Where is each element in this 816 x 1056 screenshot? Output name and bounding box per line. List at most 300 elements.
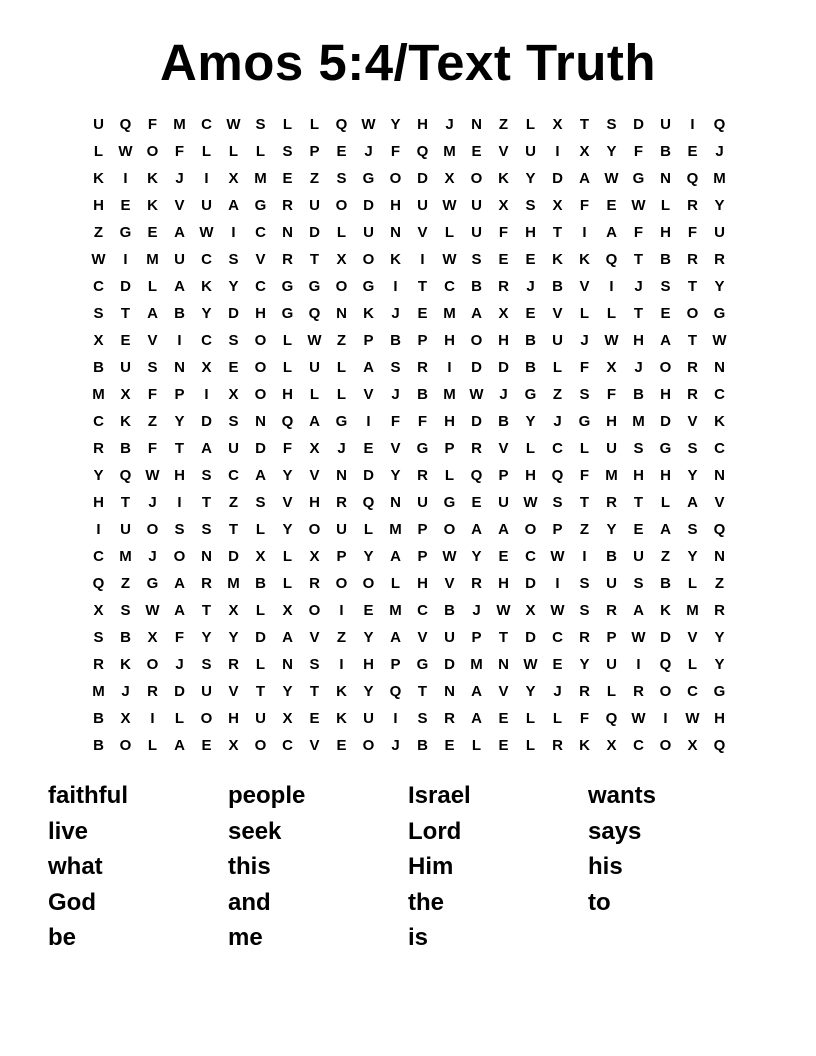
grid-letter: S <box>687 521 698 538</box>
grid-letter: G <box>659 440 672 457</box>
grid-letter: Y <box>471 548 482 565</box>
grid-letter: A <box>309 413 320 430</box>
grid-letter: O <box>335 575 348 592</box>
grid-letter: A <box>390 548 401 565</box>
grid-letter: E <box>471 143 482 160</box>
grid-letter: K <box>336 710 347 727</box>
grid-letter: T <box>201 494 212 511</box>
grid-letter: N <box>714 548 725 565</box>
grid-letter: F <box>579 197 590 214</box>
grid-letter: C <box>201 251 212 268</box>
grid-letter: X <box>552 116 563 133</box>
grid-letter: L <box>444 467 455 484</box>
grid-letter: J <box>499 386 508 403</box>
grid-letter: H <box>417 575 428 592</box>
grid-row <box>85 465 735 492</box>
grid-letter: R <box>417 359 428 376</box>
grid-letter: X <box>120 386 131 403</box>
word-list-item: live <box>48 817 89 845</box>
grid-letter: T <box>633 305 644 322</box>
grid-letter: N <box>201 548 212 565</box>
grid-letter: G <box>362 278 375 295</box>
grid-letter: P <box>444 440 455 457</box>
grid-letter: H <box>633 332 644 349</box>
grid-letter: J <box>391 737 400 754</box>
grid-letter: Q <box>605 710 618 727</box>
grid-letter: C <box>714 386 725 403</box>
grid-letter: M <box>119 548 132 565</box>
grid-letter: U <box>714 224 725 241</box>
grid-letter: S <box>633 575 644 592</box>
grid-letter: R <box>579 629 590 646</box>
grid-letter: L <box>147 737 158 754</box>
grid-letter: M <box>173 116 186 133</box>
grid-letter: V <box>390 440 401 457</box>
grid-letter: R <box>714 251 725 268</box>
grid-letter: E <box>444 737 455 754</box>
grid-letter: M <box>605 467 618 484</box>
word-list-item: seek <box>228 817 282 845</box>
word-list-item: this <box>228 853 271 880</box>
grid-letter: X <box>282 710 293 727</box>
grid-letter: L <box>93 143 104 160</box>
grid-letter: W <box>442 197 457 214</box>
grid-letter: W <box>442 548 457 565</box>
grid-letter: X <box>336 251 347 268</box>
grid-letter: T <box>309 251 320 268</box>
grid-letter: H <box>498 332 509 349</box>
grid-letter: U <box>309 197 320 214</box>
grid-letter: Y <box>201 629 212 646</box>
grid-letter: Y <box>687 467 698 484</box>
grid-letter: C <box>255 224 266 241</box>
grid-letter: B <box>471 278 482 295</box>
grid-letter: I <box>231 224 236 241</box>
grid-row <box>85 681 735 708</box>
grid-letter: Z <box>336 332 347 349</box>
grid-letter: L <box>606 305 617 322</box>
grid-letter: C <box>201 116 212 133</box>
grid-row <box>85 546 735 573</box>
grid-letter: P <box>363 332 374 349</box>
grid-row <box>85 600 735 627</box>
grid-letter: K <box>147 197 158 214</box>
grid-letter: S <box>93 305 104 322</box>
grid-letter: I <box>393 278 398 295</box>
grid-letter: H <box>714 710 725 727</box>
grid-row <box>85 438 735 465</box>
grid-letter: Q <box>119 116 132 133</box>
grid-letter: L <box>282 548 293 565</box>
grid-letter: F <box>606 386 617 403</box>
grid-letter: R <box>93 440 104 457</box>
grid-row <box>85 357 735 384</box>
grid-letter: F <box>147 116 158 133</box>
grid-letter: O <box>254 386 267 403</box>
grid-letter: Q <box>551 467 564 484</box>
grid-letter: S <box>255 116 266 133</box>
grid-letter: L <box>552 710 563 727</box>
grid-letter: E <box>606 197 617 214</box>
grid-letter: F <box>174 629 185 646</box>
grid-letter: T <box>579 116 590 133</box>
grid-letter: X <box>228 386 239 403</box>
grid-letter: E <box>228 359 239 376</box>
grid-letter: A <box>174 278 185 295</box>
grid-letter: S <box>309 656 320 673</box>
grid-letter: O <box>470 332 483 349</box>
grid-letter: L <box>579 305 590 322</box>
grid-letter: N <box>174 359 185 376</box>
grid-letter: I <box>393 710 398 727</box>
grid-letter: Y <box>282 521 293 538</box>
grid-letter: S <box>579 386 590 403</box>
grid-letter: Q <box>416 143 429 160</box>
grid-letter: Z <box>120 575 131 592</box>
grid-letter: G <box>578 413 591 430</box>
grid-letter: I <box>555 143 560 160</box>
grid-letter: O <box>146 656 159 673</box>
grid-letter: W <box>442 251 457 268</box>
grid-row <box>85 654 735 681</box>
grid-letter: L <box>471 737 482 754</box>
word-list-item: faithful <box>48 782 128 809</box>
grid-letter: X <box>309 548 320 565</box>
grid-letter: Y <box>174 413 185 430</box>
grid-row <box>85 627 735 654</box>
grid-letter: Y <box>390 116 401 133</box>
grid-letter: E <box>282 170 293 187</box>
grid-letter: G <box>632 170 645 187</box>
grid-letter: L <box>282 116 293 133</box>
grid-letter: R <box>201 575 212 592</box>
grid-letter: T <box>633 251 644 268</box>
grid-letter: B <box>552 278 563 295</box>
grid-letter: Y <box>606 521 617 538</box>
grid-letter: J <box>121 683 130 700</box>
grid-letter: V <box>444 575 455 592</box>
grid-letter: S <box>417 710 428 727</box>
grid-letter: C <box>525 548 536 565</box>
grid-letter: D <box>228 548 239 565</box>
grid-letter: W <box>523 656 538 673</box>
grid-letter: M <box>146 251 159 268</box>
grid-letter: V <box>687 413 698 430</box>
grid-letter: H <box>174 467 185 484</box>
grid-letter: F <box>498 224 509 241</box>
grid-letter: F <box>579 359 590 376</box>
grid-letter: J <box>148 494 157 511</box>
grid-letter: P <box>417 521 428 538</box>
grid-letter: I <box>204 170 209 187</box>
grid-letter: Z <box>552 386 563 403</box>
grid-letter: C <box>552 629 563 646</box>
grid-letter: U <box>309 359 320 376</box>
grid-letter: T <box>120 494 131 511</box>
grid-letter: G <box>254 197 267 214</box>
grid-letter: E <box>309 710 320 727</box>
grid-letter: B <box>417 737 428 754</box>
grid-letter: V <box>147 332 158 349</box>
grid-letter: I <box>447 359 452 376</box>
grid-letter: L <box>255 656 266 673</box>
grid-letter: C <box>552 440 563 457</box>
word-list <box>48 778 788 956</box>
grid-letter: Y <box>228 629 239 646</box>
grid-letter: Y <box>282 467 293 484</box>
grid-letter: U <box>498 494 509 511</box>
grid-letter: S <box>228 251 239 268</box>
grid-letter: Q <box>308 305 321 322</box>
grid-letter: A <box>471 683 482 700</box>
grid-letter: K <box>552 251 563 268</box>
grid-letter: L <box>282 575 293 592</box>
grid-letter: K <box>498 170 509 187</box>
grid-letter: I <box>339 656 344 673</box>
grid-letter: U <box>336 521 347 538</box>
grid-letter: I <box>366 413 371 430</box>
grid-letter: T <box>417 278 428 295</box>
grid-letter: Q <box>119 467 132 484</box>
grid-letter: E <box>498 548 509 565</box>
grid-letter: U <box>228 440 239 457</box>
grid-letter: M <box>254 170 267 187</box>
grid-letter: D <box>498 359 509 376</box>
grid-letter: K <box>93 170 104 187</box>
grid-letter: E <box>147 224 158 241</box>
grid-letter: O <box>200 710 213 727</box>
grid-letter: H <box>228 710 239 727</box>
grid-letter: S <box>687 440 698 457</box>
grid-letter: Y <box>714 197 725 214</box>
grid-row <box>85 492 735 519</box>
grid-letter: X <box>606 359 617 376</box>
grid-letter: A <box>174 602 185 619</box>
grid-letter: B <box>660 575 671 592</box>
grid-letter: A <box>255 467 266 484</box>
grid-letter: A <box>660 521 671 538</box>
grid-letter: X <box>147 629 158 646</box>
grid-letter: L <box>660 494 671 511</box>
grid-letter: Y <box>714 656 725 673</box>
grid-letter: M <box>92 683 105 700</box>
grid-letter: V <box>714 494 725 511</box>
grid-letter: T <box>579 494 590 511</box>
grid-letter: C <box>444 278 455 295</box>
grid-letter: U <box>363 224 374 241</box>
grid-letter: X <box>282 602 293 619</box>
grid-letter: F <box>633 143 644 160</box>
grid-letter: X <box>444 170 455 187</box>
grid-letter: E <box>120 197 131 214</box>
grid-letter: U <box>471 224 482 241</box>
grid-letter: D <box>255 440 266 457</box>
grid-letter: E <box>120 332 131 349</box>
grid-letter: S <box>525 197 536 214</box>
grid-letter: A <box>498 521 509 538</box>
grid-letter: U <box>471 197 482 214</box>
grid-letter: U <box>120 521 131 538</box>
grid-letter: D <box>363 467 374 484</box>
grid-letter: P <box>417 332 428 349</box>
grid-letter: V <box>309 737 320 754</box>
grid-letter: N <box>660 170 671 187</box>
grid-letter: U <box>417 197 428 214</box>
grid-letter: U <box>255 710 266 727</box>
grid-letter: Y <box>525 170 536 187</box>
grid-letter: H <box>660 467 671 484</box>
grid-letter: I <box>177 332 182 349</box>
grid-letter: O <box>254 359 267 376</box>
grid-letter: T <box>228 521 239 538</box>
grid-letter: X <box>579 143 590 160</box>
grid-letter: S <box>390 359 401 376</box>
grid-row <box>85 222 735 249</box>
grid-letter: P <box>309 143 320 160</box>
word-list-item: the <box>408 888 444 916</box>
grid-letter: E <box>525 305 536 322</box>
grid-letter: C <box>228 467 239 484</box>
grid-letter: O <box>254 332 267 349</box>
grid-row <box>85 276 735 303</box>
grid-letter: O <box>146 143 159 160</box>
grid-letter: O <box>659 359 672 376</box>
word-list-item: wants <box>588 782 657 809</box>
grid-letter: W <box>631 629 646 646</box>
grid-letter: F <box>174 143 185 160</box>
grid-letter: Z <box>498 116 509 133</box>
grid-letter: Y <box>363 548 374 565</box>
grid-letter: U <box>417 494 428 511</box>
grid-letter: N <box>282 224 293 241</box>
grid-letter: N <box>282 656 293 673</box>
grid-letter: F <box>390 413 401 430</box>
grid-letter: B <box>444 602 455 619</box>
grid-letter: H <box>282 386 293 403</box>
grid-letter: G <box>308 278 321 295</box>
grid-letter: A <box>660 332 671 349</box>
grid-letter: L <box>579 440 590 457</box>
grid-letter: R <box>444 710 455 727</box>
grid-letter: I <box>339 602 344 619</box>
grid-letter: H <box>660 224 671 241</box>
grid-letter: R <box>147 683 158 700</box>
grid-row <box>85 573 735 600</box>
grid-letter: H <box>498 575 509 592</box>
grid-letter: D <box>660 629 671 646</box>
grid-letter: W <box>307 332 322 349</box>
word-list-item: his <box>588 853 623 880</box>
grid-letter: R <box>687 359 698 376</box>
grid-letter: O <box>470 170 483 187</box>
grid-letter: Y <box>525 683 536 700</box>
grid-letter: Q <box>605 251 618 268</box>
grid-letter: V <box>417 224 428 241</box>
grid-letter: B <box>120 440 131 457</box>
grid-letter: A <box>579 170 590 187</box>
grid-letter: V <box>363 386 374 403</box>
grid-letter: K <box>336 683 347 700</box>
grid-letter: W <box>550 602 565 619</box>
grid-letter: I <box>636 656 641 673</box>
grid-letter: P <box>417 548 428 565</box>
grid-letter: I <box>663 710 668 727</box>
grid-letter: S <box>282 143 293 160</box>
grid-letter: I <box>582 224 587 241</box>
grid-letter: Y <box>606 143 617 160</box>
grid-letter: H <box>525 467 536 484</box>
grid-letter: R <box>309 575 320 592</box>
grid-letter: E <box>498 251 509 268</box>
grid-letter: G <box>416 656 429 673</box>
grid-letter: B <box>120 629 131 646</box>
grid-letter: B <box>498 413 509 430</box>
grid-letter: I <box>420 251 425 268</box>
grid-letter: D <box>633 116 644 133</box>
grid-letter: O <box>389 170 402 187</box>
grid-letter: L <box>228 143 239 160</box>
grid-letter: B <box>390 332 401 349</box>
grid-letter: D <box>471 359 482 376</box>
grid-letter: R <box>687 386 698 403</box>
grid-letter: M <box>443 386 456 403</box>
grid-letter: E <box>552 656 563 673</box>
grid-letter: Q <box>335 116 348 133</box>
grid-letter: R <box>498 278 509 295</box>
grid-letter: A <box>633 602 644 619</box>
grid-letter: S <box>174 521 185 538</box>
grid-letter: F <box>147 440 158 457</box>
grid-letter: Q <box>362 494 375 511</box>
grid-letter: V <box>309 629 320 646</box>
grid-letter: S <box>255 494 266 511</box>
grid-letter: J <box>634 278 643 295</box>
grid-letter: I <box>123 251 128 268</box>
grid-letter: K <box>579 251 590 268</box>
grid-letter: X <box>228 170 239 187</box>
grid-letter: M <box>470 656 483 673</box>
grid-letter: G <box>281 278 294 295</box>
grid-letter: E <box>633 521 644 538</box>
grid-letter: L <box>687 575 698 592</box>
grid-letter: A <box>174 737 185 754</box>
grid-letter: N <box>255 413 266 430</box>
grid-letter: L <box>525 116 536 133</box>
grid-letter: O <box>254 737 267 754</box>
grid-letter: W <box>199 224 214 241</box>
word-list-item: people <box>228 782 306 809</box>
grid-letter: J <box>148 548 157 565</box>
grid-letter: O <box>686 305 699 322</box>
grid-letter: O <box>308 602 321 619</box>
grid-letter: W <box>523 494 538 511</box>
grid-letter: T <box>687 278 698 295</box>
grid-letter: S <box>471 251 482 268</box>
grid-letter: H <box>633 467 644 484</box>
grid-letter: D <box>525 629 536 646</box>
grid-letter: L <box>174 710 185 727</box>
grid-letter: T <box>174 440 185 457</box>
grid-letter: Y <box>201 305 212 322</box>
grid-letter: G <box>416 440 429 457</box>
grid-letter: D <box>471 413 482 430</box>
grid-letter: Z <box>228 494 239 511</box>
grid-letter: X <box>93 602 104 619</box>
grid-letter: J <box>445 116 454 133</box>
grid-letter: N <box>336 305 347 322</box>
grid-letter: V <box>174 197 185 214</box>
grid-letter: M <box>389 602 402 619</box>
